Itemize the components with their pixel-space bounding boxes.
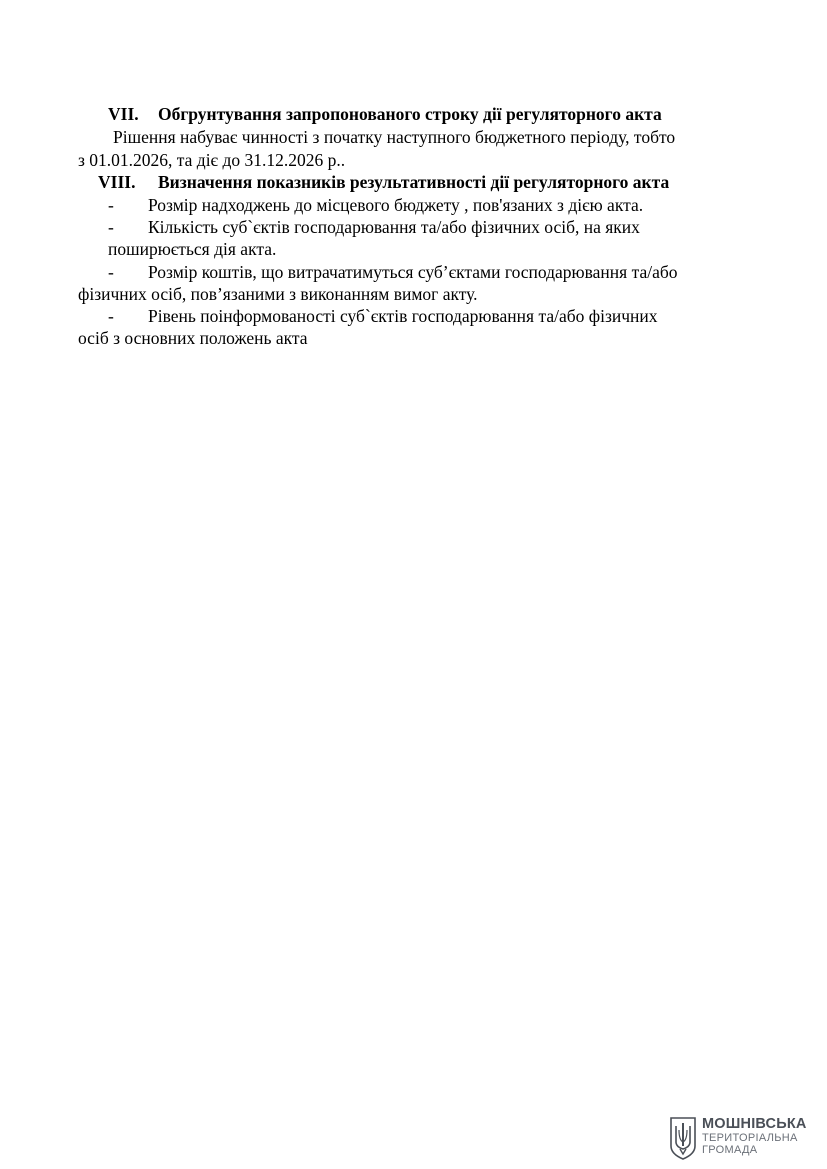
indicator-item-2-marker: -: [108, 217, 114, 237]
section-8-title: Визначення показників результативності дії регуляторного акта: [158, 172, 670, 192]
indicator-item-3-marker: -: [108, 262, 114, 282]
indicator-item-1-line-1: Розмір надходжень до місцевого бюджету , пов'язаних з дією акта.: [148, 195, 644, 215]
logo-title: МОШНІВСЬКА: [702, 1116, 807, 1132]
indicator-item-4-line-2: осіб з основних положень акта: [78, 328, 308, 348]
indicator-item-4-line-1: Рівень поінформованості суб`єктів господарювання та/або фізичних: [148, 306, 658, 326]
indicator-item-4-marker: -: [108, 306, 114, 326]
community-logo: [668, 1116, 813, 1160]
indicator-item-2-line-2: поширюється дія акта.: [108, 239, 277, 259]
section-8-heading: [98, 171, 670, 193]
indicator-item-3-line-1: Розмір коштів, що витрачатимуться суб’єктами господарювання та/або: [148, 262, 678, 282]
indicator-item-1-marker: -: [108, 195, 114, 215]
section-7-heading: [108, 103, 662, 125]
trident-icon: [668, 1116, 698, 1160]
logo-subtitle-2: ГРОМАДА: [702, 1144, 758, 1156]
section-7-text-line-1: Рішення набуває чинності з початку наступного бюджетного періоду, тобто: [113, 127, 676, 147]
indicator-item-2-line-1: Кількість суб`єктів господарювання та/або фізичних осіб, на яких: [148, 217, 640, 237]
logo-subtitle-1: ТЕРИТОРІАЛЬНА: [702, 1132, 798, 1144]
section-7-title: Обгрунтування запропонованого строку дії регуляторного акта: [158, 104, 662, 124]
section-7-text-line-2: з 01.01.2026, та діє до 31.12.2026 р..: [78, 150, 346, 170]
indicator-item-3-line-2: фізичних осіб, пов’язаними з виконанням вимог акту.: [78, 284, 478, 304]
section-7-number: VII.: [108, 104, 139, 124]
section-8-number: VIII.: [98, 172, 136, 192]
